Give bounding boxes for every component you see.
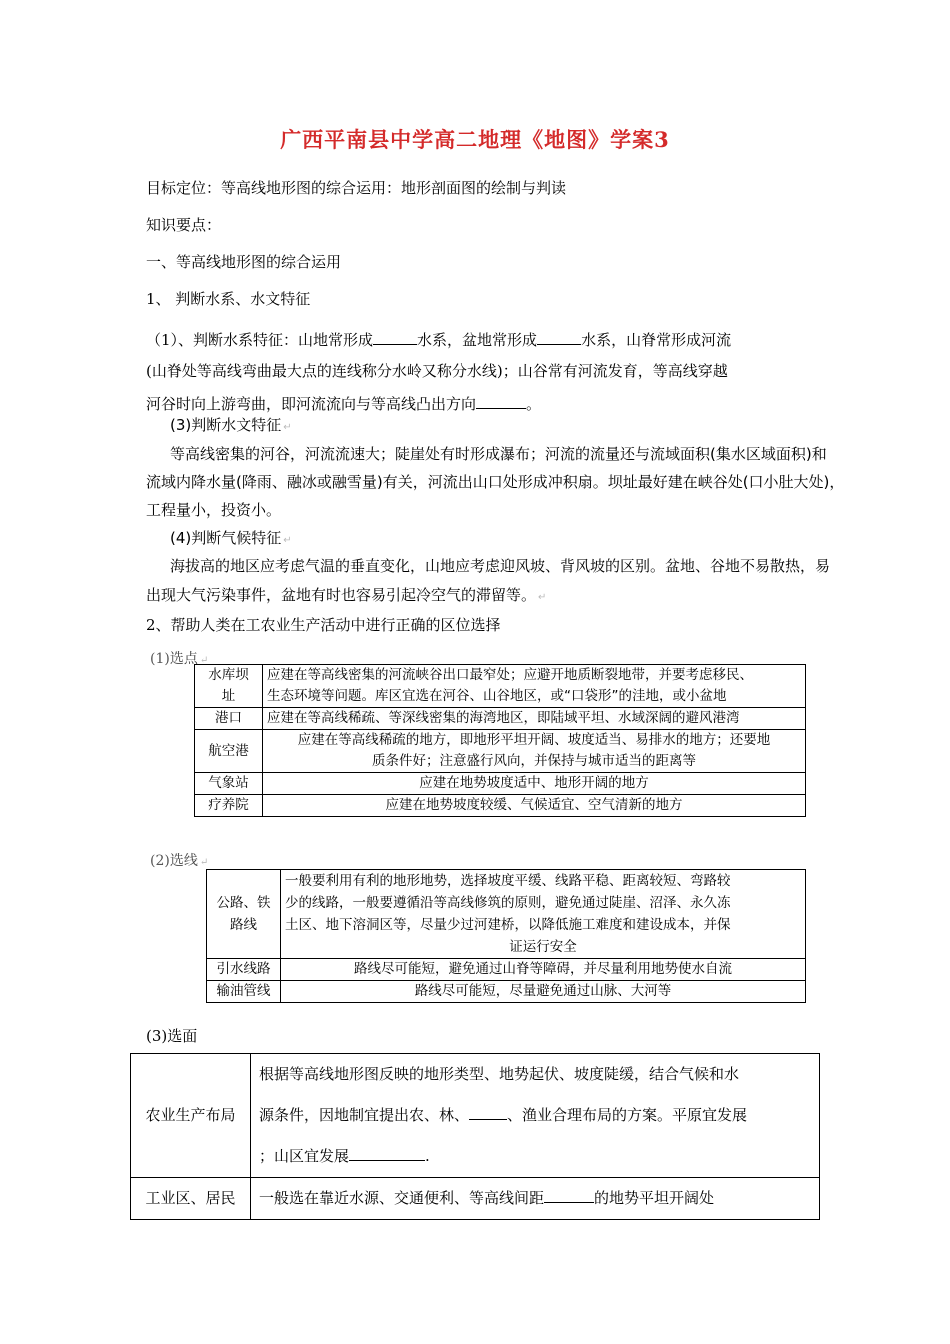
- cell-text: 生态环境等问题。库区宜选在河谷、山谷地区，或“口袋形”的洼地，或小盆地: [267, 688, 727, 704]
- cell-text: 应建在地势坡度适中、地形开阔的地方: [419, 775, 649, 791]
- cell-text: 应建在等高线稀疏的地方，即地形平坦开阔、坡度适当、易排水的地方；还要地: [297, 732, 771, 748]
- cell-text: 路线: [230, 917, 257, 933]
- table-row: [131, 1178, 820, 1220]
- table-2-caption-number: (2): [150, 853, 170, 869]
- climate-heading: [170, 527, 292, 548]
- cell-text: 路线尽可能短，避免通过山脊等障碍，并尽量利用地势使水自流: [354, 961, 732, 977]
- table-key-cell: [195, 773, 263, 795]
- cell-text: 土区、地下溶洞区等，尽量少过河建桥，以降低施工难度和建设成本，并保: [285, 917, 731, 933]
- table-row: [195, 708, 806, 730]
- cell-text-line: [259, 1136, 811, 1177]
- climate-line-2: [146, 584, 546, 605]
- table-key-cell: [195, 730, 263, 773]
- water-system-text-b: 水系，盆地常形成: [417, 331, 538, 349]
- water-system-text-a: （1）、判断水系特征：山地常形成: [146, 331, 374, 349]
- return-mark-icon: ↵: [538, 592, 547, 603]
- table-row: [207, 981, 806, 1003]
- cell-text: 、渔业合理布局的方案。平原宜发展: [507, 1106, 748, 1124]
- cell-text: 少的线路，一般要遵循沿等高线修筑的原则，避免通过陡崖、沼泽、永久冻: [285, 895, 731, 911]
- climate-line-2-text: 出现大气污染事件，盆地有时也容易引起冷空气的滞留等。: [146, 586, 537, 604]
- page-title: 广西平南县中学高二地理《地图》学案3: [280, 127, 670, 152]
- table-key-cell: [207, 959, 281, 981]
- cell-text: 输油管线: [216, 983, 271, 999]
- table-value-cell: [263, 708, 806, 730]
- cell-text: 港口: [215, 710, 242, 726]
- blank-contour-interval: [544, 1188, 594, 1203]
- table-value-cell: [263, 730, 806, 773]
- climate-line-1: 海拔高的地区应考虑气温的垂直变化，山地应考虑迎风坡、背风坡的区别。盆地、谷地不易散热，易: [170, 557, 831, 575]
- cell-text: 水库坝: [208, 667, 249, 683]
- cell-text: 气象站: [208, 775, 249, 791]
- return-mark-icon: ↵: [199, 857, 209, 868]
- area-selection-table: [130, 1053, 820, 1220]
- cell-text: 根据等高线地形图反映的地形类型、地势起伏、坡度陡缓，结合气候和水: [259, 1065, 740, 1083]
- return-mark-icon: ↵: [283, 535, 292, 546]
- cell-text: 址: [221, 688, 236, 704]
- blank-flow-direction: [476, 394, 526, 409]
- goal-text: 目标定位：等高线地形图的综合运用：地形剖面图的绘制与判读: [146, 179, 567, 197]
- table-value-cell: [251, 1054, 820, 1178]
- climate-heading-text: (4)判断气候特征: [170, 529, 282, 547]
- return-mark-icon: ↵: [283, 422, 292, 433]
- cell-text: 疗养院: [208, 797, 249, 813]
- table-key-cell: [195, 665, 263, 708]
- cell-text: 源条件，因地制宜提出农、林、: [259, 1106, 470, 1124]
- table-key-cell: [195, 708, 263, 730]
- table-row: [195, 730, 806, 773]
- cell-text: 应建在等高线稀疏、等深线密集的海湾地区，即陆域平坦、水域深阔的避风港湾: [267, 710, 740, 726]
- subsection-1-heading: 1、 判断水系、水文特征: [146, 290, 311, 308]
- cell-text: 应建在等高线密集的河流峡谷出口最窄处；应避开地质断裂地带，并要考虑移民、: [267, 667, 753, 683]
- table-key-cell: [207, 870, 281, 959]
- blank-basin-water-system: [537, 330, 581, 345]
- blank-mountain-development: [349, 1146, 425, 1161]
- cell-text: 航空港: [208, 742, 249, 759]
- cell-text: 一般要利用有利的地形地势，选择坡度平缓、线路平稳、距离较短、弯路较: [285, 873, 731, 889]
- cell-text: ；山区宜发展: [259, 1147, 350, 1165]
- return-mark-icon: ↵: [199, 655, 209, 666]
- water-system-line-1: [146, 330, 731, 350]
- table-1-caption-number: (1): [150, 651, 170, 667]
- table-1-caption-text: 选点: [169, 651, 198, 667]
- table-3-caption: (3)选面: [146, 1027, 198, 1045]
- table-key-cell: 农业生产布局: [131, 1054, 251, 1178]
- table-2-caption: [150, 850, 208, 870]
- table-key-cell: [195, 795, 263, 817]
- table-value-cell: [263, 773, 806, 795]
- water-system-line-2: (山脊处等高线弯曲最大点的连线称分水岭又称分水线)；山谷常有河流发育，等高线穿越: [146, 362, 728, 380]
- table-value-cell: [251, 1178, 820, 1220]
- table-row: [195, 773, 806, 795]
- table-value-cell: [263, 665, 806, 708]
- water-system-text-3a: 河谷时向上游弯曲，即河流流向与等高线凸出方向: [146, 395, 477, 413]
- water-system-line-3: [146, 394, 541, 414]
- hydrology-line-3: 工程量小，投资小。: [146, 501, 282, 519]
- subsection-2-heading: 2、帮助人类在工农业生产活动中进行正确的区位选择: [146, 616, 501, 634]
- cell-text: 证运行安全: [509, 939, 577, 955]
- cell-text: 一般选在靠近水源、交通便利、等高线间距: [259, 1189, 545, 1207]
- site-selection-table: [194, 664, 806, 817]
- hydrology-line-2: 流域内降水量(降雨、融冰或融雪量)有关，河流出山口处形成冲积扇。坝址最好建在峡谷处(口小肚大处)，: [146, 473, 845, 491]
- knowledge-heading: 知识要点：: [146, 216, 222, 234]
- water-system-text-3b: 。: [526, 395, 542, 413]
- table-row: [207, 870, 806, 959]
- cell-text-line: [259, 1095, 811, 1136]
- table-row: [195, 795, 806, 817]
- table-value-cell: [281, 981, 806, 1003]
- cell-text: 应建在地势坡度较缓、气候适宜、空气清新的地方: [385, 797, 683, 813]
- table-key-cell: [207, 981, 281, 1003]
- table-value-cell: [281, 870, 806, 959]
- table-row: [131, 1054, 820, 1178]
- hydrology-heading: [170, 414, 292, 435]
- route-selection-table: [206, 869, 806, 1003]
- hydrology-heading-text: (3)判断水文特征: [170, 416, 282, 434]
- water-system-text-c: 水系，山脊常形成河流: [581, 331, 732, 349]
- cell-text: 的地势平坦开阔处: [594, 1189, 715, 1207]
- blank-mountain-water-system: [373, 330, 417, 345]
- cell-text: .: [425, 1147, 430, 1165]
- cell-text: 路线尽可能短，尽量避免通过山脉、大河等: [414, 983, 672, 999]
- cell-text: 公路、铁: [216, 895, 271, 911]
- hydrology-line-1: 等高线密集的河谷，河流流速大；陡崖处有时形成瀑布；河流的流量还与流域面积(集水区域面积)和: [170, 445, 827, 463]
- table-row: [195, 665, 806, 708]
- section-1-heading: 一、等高线地形图的综合运用: [146, 253, 342, 271]
- table-key-cell: 工业区、居民: [131, 1178, 251, 1220]
- cell-text: 质条件好；注意盛行风向，并保持与城市适当的距离等: [372, 753, 696, 769]
- blank-agriculture-sector: [469, 1105, 507, 1120]
- table-2-caption-text: 选线: [169, 853, 198, 869]
- cell-text: 引水线路: [216, 961, 271, 977]
- table-value-cell: [263, 795, 806, 817]
- table-value-cell: [281, 959, 806, 981]
- table-row: [207, 959, 806, 981]
